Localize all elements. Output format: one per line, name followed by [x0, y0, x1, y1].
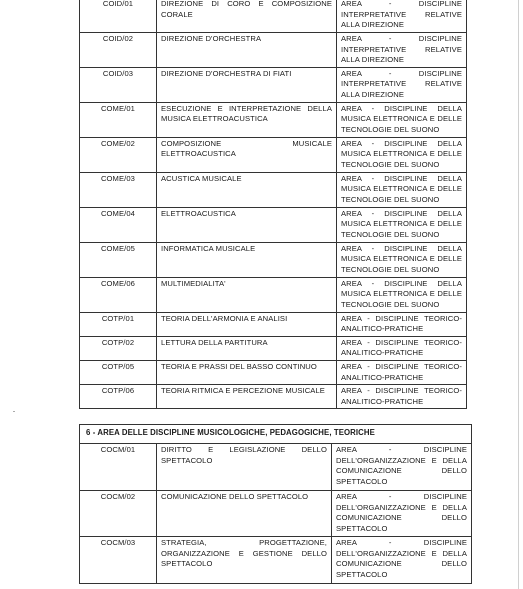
- table-row: [80, 336, 467, 360]
- discipline-code: COME/04: [80, 207, 157, 242]
- area-line: DELL'ORGANIZZAZIONE E DELLA: [336, 455, 468, 465]
- discipline-name: INFORMATICA MUSICALE: [157, 242, 337, 277]
- area-line: INTERPRETATIVE RELATIVE: [341, 9, 462, 19]
- area-line: AREA - DISCIPLINE: [336, 538, 468, 547]
- discipline-area: [337, 360, 467, 384]
- discipline-name: DIREZIONE DI CORO E COMPOSIZIONE CORALE: [157, 0, 337, 33]
- discipline-name: TEORIA E PRASSI DEL BASSO CONTINUO: [157, 360, 337, 384]
- discipline-area: [337, 277, 467, 312]
- section-heading-row: [80, 425, 472, 444]
- discipline-name: ESECUZIONE E INTERPRETAZIONE DELLA MUSICA ELETTROACUSTICA: [157, 102, 337, 137]
- discipline-name: DIRITTO E LEGISLAZIONE DELLO SPETTACOLO: [157, 444, 332, 491]
- area-line: ALLA DIREZIONE: [341, 89, 405, 99]
- area-line: MUSICA ELETTRONICA E DELLE: [341, 254, 462, 264]
- discipline-name: COMPOSIZIONE MUSICALE ELETTROACUSTICA: [157, 137, 337, 172]
- area-line: AREA - DISCIPLINE TEORICO-: [341, 337, 462, 347]
- discipline-code: COTP/06: [80, 385, 157, 409]
- table-row: [80, 172, 467, 207]
- table-row: [80, 102, 467, 137]
- area-line: TECNOLOGIE DEL SUONO: [341, 264, 440, 274]
- discipline-code: COTP/05: [80, 360, 157, 384]
- discipline-area: [337, 207, 467, 242]
- discipline-code: COME/02: [80, 137, 157, 172]
- discipline-name: TEORIA RITMICA E PERCEZIONE MUSICALE: [157, 385, 337, 409]
- area-line: AREA - DISCIPLINE: [336, 445, 468, 454]
- discipline-area: [337, 67, 467, 102]
- discipline-area: [337, 137, 467, 172]
- discipline-code: COME/03: [80, 172, 157, 207]
- table-row: [80, 67, 467, 102]
- table-row: [80, 137, 467, 172]
- discipline-name: DIREZIONE D'ORCHESTRA: [157, 33, 337, 68]
- discipline-code: COCM/01: [80, 444, 157, 491]
- discipline-code: COID/02: [80, 33, 157, 68]
- discipline-area: [332, 491, 472, 537]
- discipline-code: COCM/02: [80, 491, 157, 537]
- discipline-name: TEORIA DELL'ARMONIA E ANALISI: [157, 312, 337, 336]
- discipline-code: COCM/03: [80, 537, 157, 584]
- area-line: ANALITICO-PRATICHE: [341, 372, 424, 382]
- discipline-code: COID/03: [80, 67, 157, 102]
- table-row: [80, 242, 467, 277]
- scan-mark: [13, 411, 15, 412]
- area-line: ALLA DIREZIONE: [341, 20, 405, 30]
- discipline-area: [337, 0, 467, 33]
- table-row: [80, 33, 467, 68]
- area-line: COMUNICAZIONE DELLO: [336, 513, 468, 523]
- discipline-code: COME/06: [80, 277, 157, 312]
- area-line: AREA - DISCIPLINE DELLA: [341, 208, 462, 218]
- area-line: COMUNICAZIONE DELLO: [336, 466, 468, 476]
- discipline-area: [337, 385, 467, 409]
- discipline-area: [332, 444, 472, 491]
- discipline-area: [337, 33, 467, 68]
- area-line: SPETTACOLO: [336, 569, 388, 579]
- area-line: MUSICA ELETTRONICA E DELLE: [341, 149, 462, 159]
- section-heading: 6 - AREA DELLE DISCIPLINE MUSICOLOGICHE, PEDAGOGICHE, TEORICHE: [80, 425, 472, 444]
- table-row: [80, 385, 467, 409]
- discipline-area: [337, 312, 467, 336]
- area-line: DELL'ORGANIZZAZIONE E DELLA: [336, 502, 468, 512]
- table-row: [80, 312, 467, 336]
- area-line: DELL'ORGANIZZAZIONE E DELLA: [336, 548, 468, 558]
- discipline-area: [337, 242, 467, 277]
- area-line: MUSICA ELETTRONICA E DELLE: [341, 114, 462, 124]
- area-line: INTERPRETATIVE RELATIVE: [341, 44, 462, 54]
- area-line: ANALITICO-PRATICHE: [341, 348, 424, 358]
- discipline-area: [332, 537, 472, 584]
- area-line: AREA - DISCIPLINE: [336, 492, 468, 501]
- area-line: AREA - DISCIPLINE DELLA: [341, 243, 462, 253]
- discipline-code: COME/05: [80, 242, 157, 277]
- table-row: [80, 277, 467, 312]
- area-line: AREA - DISCIPLINE DELLA: [341, 173, 462, 183]
- area-line: AREA - DISCIPLINE: [341, 34, 462, 43]
- discipline-code: COME/01: [80, 102, 157, 137]
- area-line: AREA - DISCIPLINE DELLA: [341, 138, 462, 148]
- area-line: MUSICA ELETTRONICA E DELLE: [341, 289, 462, 299]
- table-row: [80, 360, 467, 384]
- table-row: [80, 537, 472, 584]
- discipline-area: [337, 336, 467, 360]
- area-line: SPETTACOLO: [336, 523, 388, 533]
- discipline-name: DIREZIONE D'ORCHESTRA DI FIATI: [157, 67, 337, 102]
- area-line: AREA - DISCIPLINE: [341, 0, 462, 8]
- area-line: TECNOLOGIE DEL SUONO: [341, 229, 440, 239]
- area-line: MUSICA ELETTRONICA E DELLE: [341, 184, 462, 194]
- disciplines-table-2: [79, 424, 472, 584]
- discipline-code: COTP/02: [80, 336, 157, 360]
- area-line: AREA - DISCIPLINE DELLA: [341, 278, 462, 288]
- area-line: TECNOLOGIE DEL SUONO: [341, 159, 440, 169]
- area-line: ANALITICO-PRATICHE: [341, 396, 424, 406]
- area-line: AREA - DISCIPLINE TEORICO-: [341, 386, 462, 396]
- discipline-name: COMUNICAZIONE DELLO SPETTACOLO: [157, 491, 332, 537]
- page-margin-line: [518, 0, 519, 589]
- discipline-name: STRATEGIA, PROGETTAZIONE, ORGANIZZAZIONE E GESTIONE DELLO SPETTACOLO: [157, 537, 332, 584]
- area-line: COMUNICAZIONE DELLO: [336, 559, 468, 569]
- area-line: TECNOLOGIE DEL SUONO: [341, 194, 440, 204]
- area-line: ALLA DIREZIONE: [341, 55, 405, 65]
- area-line: AREA - DISCIPLINE TEORICO-: [341, 313, 462, 323]
- discipline-code: COID/01: [80, 0, 157, 33]
- discipline-area: [337, 172, 467, 207]
- discipline-name: LETTURA DELLA PARTITURA: [157, 336, 337, 360]
- area-line: SPETTACOLO: [336, 476, 388, 486]
- area-line: AREA - DISCIPLINE: [341, 68, 462, 78]
- area-line: MUSICA ELETTRONICA E DELLE: [341, 219, 462, 229]
- area-line: TECNOLOGIE DEL SUONO: [341, 299, 440, 309]
- area-line: TECNOLOGIE DEL SUONO: [341, 124, 440, 134]
- table-row: [80, 444, 472, 491]
- table-row: [80, 491, 472, 537]
- discipline-name: ELETTROACUSTICA: [157, 207, 337, 242]
- area-line: AREA - DISCIPLINE DELLA: [341, 103, 462, 113]
- area-line: AREA - DISCIPLINE TEORICO-: [341, 361, 462, 371]
- area-line: INTERPRETATIVE RELATIVE: [341, 79, 462, 89]
- area-line: ANALITICO-PRATICHE: [341, 324, 424, 334]
- discipline-code: COTP/01: [80, 312, 157, 336]
- disciplines-table-1: [79, 0, 467, 409]
- table-row: [80, 0, 467, 33]
- table-row: [80, 207, 467, 242]
- discipline-area: [337, 102, 467, 137]
- discipline-name: MULTIMEDIALITA': [157, 277, 337, 312]
- discipline-name: ACUSTICA MUSICALE: [157, 172, 337, 207]
